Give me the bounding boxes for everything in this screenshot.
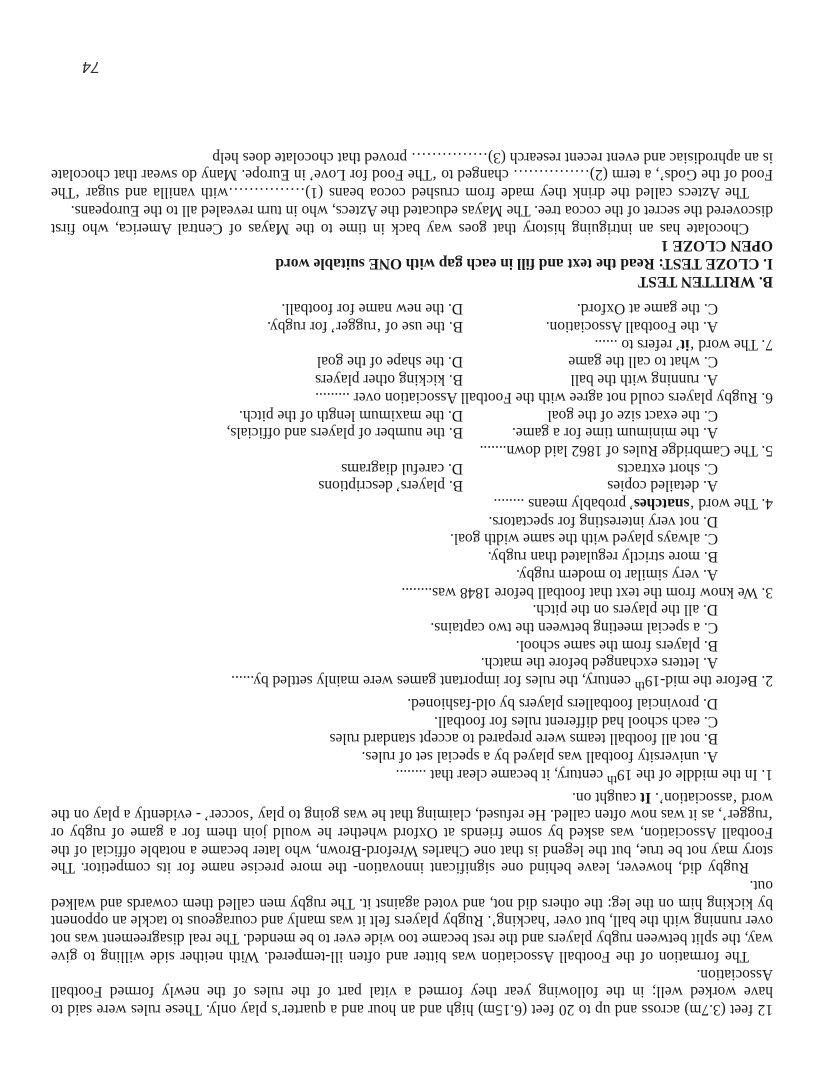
option-c: C. each school had different rules for football. [434,712,718,730]
option-a: A. running with the ball [570,371,718,389]
question-stem-text: century, the rules for important games were mainly settled by...... [231,672,635,690]
option-d: D. the maximum length of the pitch. [239,406,463,424]
question-7 [51,300,773,353]
option-row [51,459,718,477]
question-stem-text: 4. The word ‘ [689,495,773,513]
passage-paragraph-3 [51,788,773,877]
option-d: D. careful diagrams [341,459,463,477]
option-a: A. very similar to modern rugby. [515,565,718,583]
option-row [51,353,718,371]
option-a: A. the Football Association. [545,318,718,336]
option-row [51,300,718,318]
passage-paragraph-3-end: caught on. [572,788,637,806]
passage-paragraph-1: 12 feet (3.7m) across and up to 20 feet (6.15m) high and an hour and a quarter’s play only. These rules were said to have worked well; in the following year they formed a vital part of the rules of the newly formed Football Association. [51,965,773,1018]
question-stem-text: 7. The word ‘ [689,335,773,353]
option-c: C. the game at Oxford. [576,300,718,318]
option-c: C. a special meeting between the two captains. [430,618,718,636]
cloze-paragraph-1: Chocolate has an intriguing history that goes way back in time to the Mayas of Central America, who first discovered the secret of the cocoa tree. The Mayas educated the Aztecs, who in turn revealed all to the Europeans. [51,201,773,237]
option-row [51,370,718,388]
option-b: B. players’ descriptions [318,477,463,495]
cloze-paragraph-2: The Aztecs called the drink they made from crushed cocoa beans (1)……………with vanilla and sugar ‘The Food of the Gods’, a term (2)…………… changed to ‘The Food for Love’ in Europe. Many do swear that chocolate is an aphrodisiac and event recent research (3)…………… proved that chocolate does help [51,148,773,202]
question-2 [51,601,773,695]
option-c: C. the exact size of the goal [547,406,718,424]
option-b: B. more strictly regulated than rugby. [487,548,718,566]
superscript: th [607,772,617,787]
bold-word-snatches: snatches [633,495,690,513]
question-6 [51,353,773,406]
bold-word-it: It [640,788,652,806]
option-b: B. players from the same school. [515,636,718,654]
option-d: D. provincial footballers players by old-fashioned. [407,694,718,712]
question-stem [51,765,773,788]
bold-word-it: it [680,335,690,353]
option-a: A. detailed copies [607,477,718,495]
section-subheading: I. CLOZE TEST: Read the text and fill in each gap with ONE suitable word [275,254,773,272]
question-stem-text: 3. We know from the text that football before 1848 was........ [401,583,773,601]
question-stem [51,671,773,694]
passage-paragraph-3-text: Rugby did, however, leave behind one significant innovation- the more precise name for its competitor. The story may not be true, but the legend is that one Charles Wreford-Brown, who later became a notable official of the Football Association, was asked by some friends at Oxford whether he would join them for a game of rugby or ‘rugger’, as it was now often called. He refused, claiming that he was going to play ‘soccer’ - evidently a play on the word ‘association’. [51,788,773,877]
cloze-title: OPEN CLOZE 1 [660,237,773,255]
question-stem-text: century, it became clear that ........ [395,765,607,783]
question-3 [51,512,773,601]
page-number: 74 [82,58,100,75]
option-b: B. not all football teams were prepared to accept standard rules [329,730,718,748]
option-d: D. not very interesting for spectators. [488,512,718,530]
question-stem-text: ’ probably means ........ [493,495,634,513]
option-d: D. the new name for football. [281,300,463,318]
option-a: A. the minimum time for a game. [511,424,718,442]
option-row [51,477,718,495]
question-stem: 5. The Cambridge Rules of 1862 laid down....... [479,441,773,459]
option-b: B. the use of ‘rugger’ for rugby. [267,318,463,336]
question-stem-text: 1. In the middle of the 19 [616,765,773,783]
question-1 [51,694,773,788]
option-c: C. short extracts [617,459,718,477]
question-4 [51,459,773,512]
question-5 [51,406,773,459]
option-c: C. always played with the same width goal. [450,530,718,548]
question-stem-text: 2. Before the mid-19 [644,672,773,690]
option-b: B. the number of players and officials, [226,424,463,442]
question-stem: 6. Rugby players could not agree with the Football Association over ......... [315,388,773,406]
section-heading: B. WRITTEN TEST [637,272,773,290]
question-stem [51,494,773,512]
question-stem [51,583,773,601]
page-content [51,148,773,1018]
option-b: B. kicking other players [315,371,463,389]
option-d: D. all the players on the pitch. [532,601,718,619]
option-row [51,406,718,424]
passage-paragraph-2: The formation of the Football Association was bitter and often ill-tempered. With neither side willing to give way, the split between rugby players and the rest became too wide ever to be mended. The real disagreement was not over running with the ball, but over ‘hacking’. Rugby players felt it was manly and courageous to tackle an opponent by kicking him on the leg: the others did not, and voted against it. The rugby men called them cowards and walked out. [51,877,773,965]
option-a: A. university football was played by a special set of rules. [361,748,718,766]
option-row [51,317,718,335]
option-row [51,424,718,442]
question-stem-text: ’ refers to ...... [594,335,681,353]
superscript: th [634,679,645,694]
option-d: D. the shape of the goal [316,353,463,371]
option-a: A. letters exchanged before the match. [480,654,718,672]
option-c: C. what to call the game [568,353,718,371]
question-stem [51,335,773,353]
